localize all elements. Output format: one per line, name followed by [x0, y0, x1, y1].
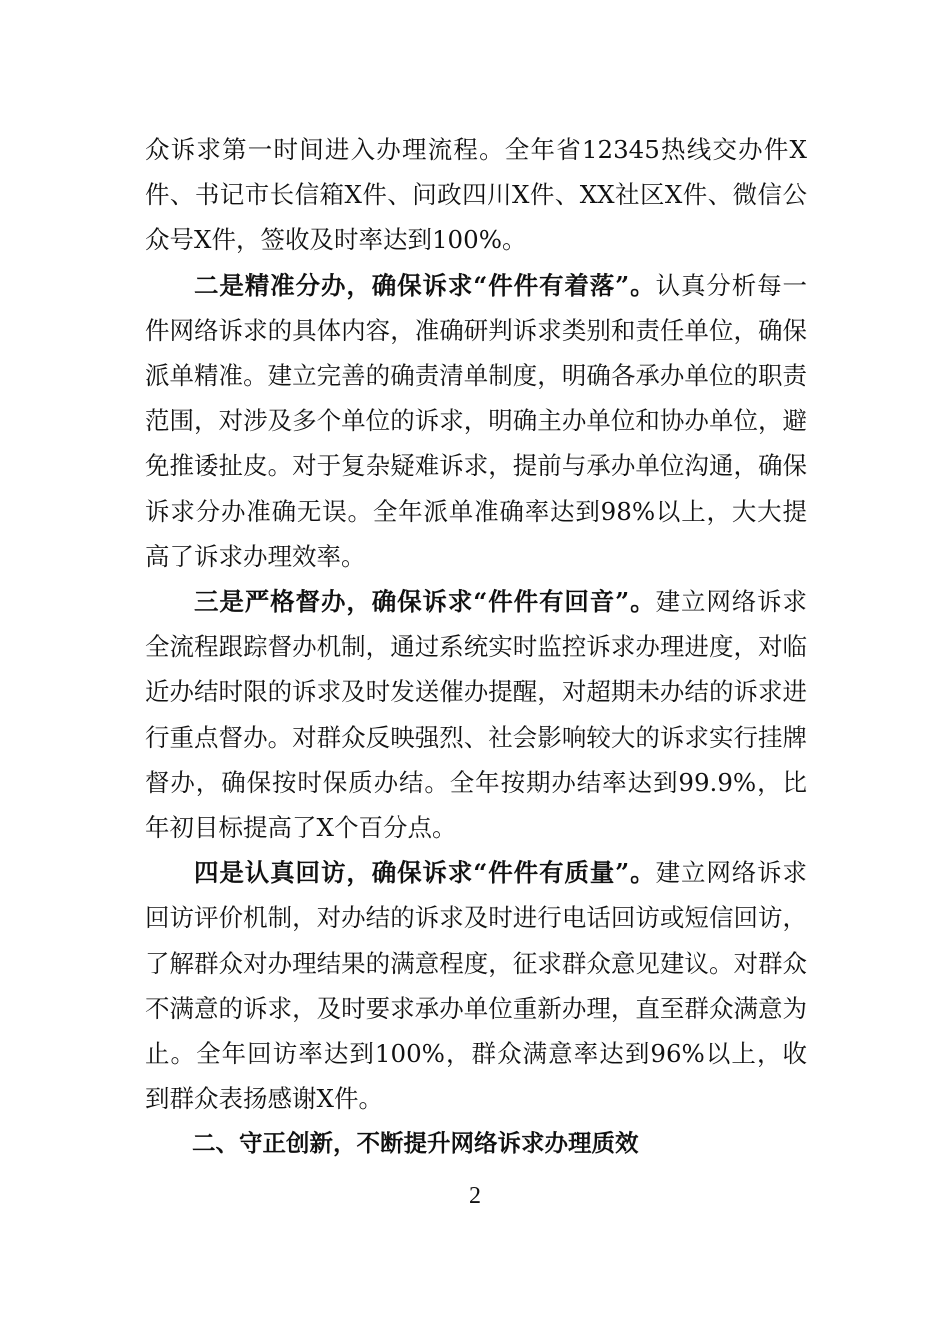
paragraph-lead: 二是精准分办，确保诉求“件件有着落”。	[194, 270, 656, 300]
paragraph-precise-assignment	[145, 263, 807, 579]
document-body	[145, 127, 807, 1167]
paragraph-continuation	[145, 127, 807, 263]
paragraph-follow-up-visit	[145, 850, 807, 1121]
paragraph-lead: 三是严格督办，确保诉求“件件有回音”。	[194, 587, 656, 617]
paragraph-body: 众诉求第一时间进入办理流程。全年省12345热线交办件X件、书记市长信箱X件、问政四川X件、XX社区X件、微信公众号X件，签收及时率达到100%。	[145, 135, 807, 255]
paragraph-body: 建立网络诉求全流程跟踪督办机制，通过系统实时监控诉求办理进度，对临近办结时限的诉求及时发送催办提醒，对超期未办结的诉求进行重点督办。对群众反映强烈、社会影响较大的诉求实行挂牌督办，确保按时保质办结。全年按期办结率达到99.9%，比年初目标提高了X个百分点。	[145, 587, 808, 843]
paragraph-body: 认真分析每一件网络诉求的具体内容，准确研判诉求类别和责任单位，确保派单精准。建立完善的确责清单制度，明确各承办单位的职责范围，对涉及多个单位的诉求，明确主办单位和协办单位，避免推诿扯皮。对于复杂疑难诉求，提前与承办单位沟通，确保诉求分办准确无误。全年派单准确率达到98%以上，大大提高了诉求办理效率。	[145, 270, 808, 571]
section-heading: 二、守正创新，不断提升网络诉求办理质效	[192, 1129, 639, 1158]
paragraph-body: 建立网络诉求回访评价机制，对办结的诉求及时进行电话回访或短信回访，了解群众对办理结果的满意程度，征求群众意见建议。对群众不满意的诉求，及时要求承办单位重新办理，直至群众满意为止。全年回访率达到100%，群众满意率达到96%以上，收到群众表扬感谢X件。	[145, 858, 808, 1114]
page-number: 2	[469, 1183, 481, 1209]
paragraph-strict-supervision	[145, 579, 807, 850]
paragraph-lead: 四是认真回访，确保诉求“件件有质量”。	[194, 858, 656, 888]
